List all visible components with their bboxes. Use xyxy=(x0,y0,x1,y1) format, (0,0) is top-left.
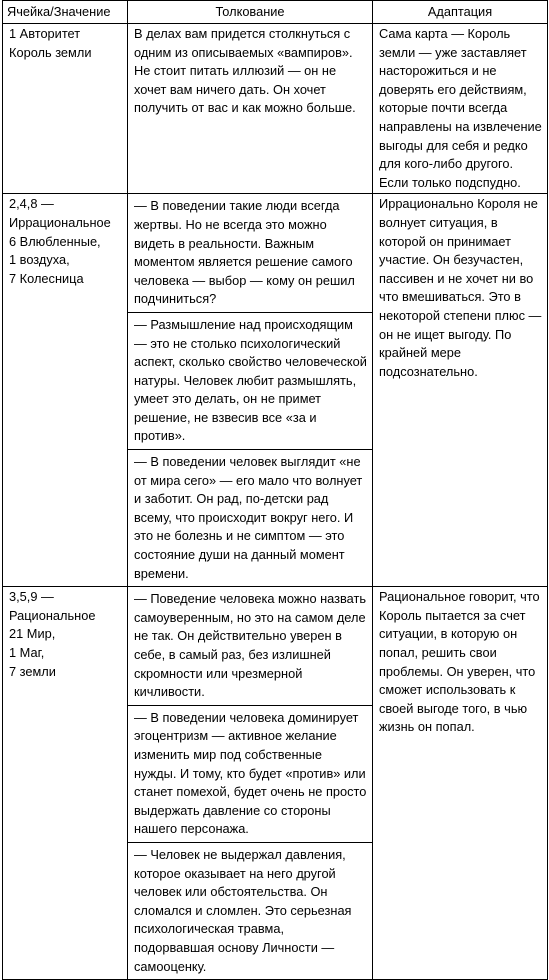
cell-line: 1 Маг, xyxy=(9,645,45,660)
cell-line: 6 Влюбленные, xyxy=(9,233,101,249)
cell-value xyxy=(3,587,128,980)
adaptation-cell xyxy=(373,24,548,194)
cell-line: 3,5,9 — Рациональное xyxy=(9,589,96,623)
header-cell: Ячейка/Значение xyxy=(3,1,128,24)
cell-line: 21 Мир, xyxy=(9,626,56,642)
cell-value xyxy=(3,24,128,194)
cell-line: 2,4,8 — Иррациональное xyxy=(9,196,111,230)
header-adaptation: Адаптация xyxy=(373,1,548,24)
interpretation-cell xyxy=(128,587,373,980)
header-interpretation: Толкование xyxy=(128,1,373,24)
adaptation-cell xyxy=(373,194,548,587)
interpretation-paragraph: — В поведении человека доминирует эгоцентризм — активное желание изменить мир под собственные нужды. И тому, кто будет «против» или станет помехой, будет очень не просто выдержать давление со стороны нашего персонажа. xyxy=(128,705,372,839)
interpretation-paragraph: — Размышление над происходящим — это не столько психологический аспект, сколько свойство человеческой натуры. Человек любит размышлять, умеет это делать, он не примет решение, не взвесив все «за и против». xyxy=(128,312,372,446)
table-row xyxy=(3,587,548,980)
table-row xyxy=(3,194,548,587)
interpretation-paragraph: В делах вам придется столкнуться с одним из описываемых «вампиров». Не стоит питать иллюзий — он не хочет вам ничего дать. Он хочет получить от вас и как можно больше. xyxy=(134,26,356,116)
table-header-row xyxy=(3,1,548,24)
cell-line: 7 земли xyxy=(9,663,56,679)
interpretation-paragraph: — В поведении человек выглядит «не от мира сего» — его мало что волнует и заботит. Он рад, по-детски рад всему, что происходит вокруг него. И это не болезнь и не симптом — это состояние души на данный момент времени. xyxy=(128,449,372,583)
adaptation-text: Рациональное говорит, что Король пытается за счет ситуации, в которую он попал, решить свои проблемы. Он уверен, что сможет использовать к своей выгоде того, в чью жизнь он попал. xyxy=(379,589,540,735)
interpretation-table xyxy=(2,0,548,980)
interpretation-cell xyxy=(128,24,373,194)
adaptation-cell xyxy=(373,587,548,980)
cell-line: 1 воздуха, xyxy=(9,252,70,268)
interpretation-cell xyxy=(128,194,373,587)
cell-line: Король земли xyxy=(9,44,92,60)
interpretation-paragraph: — В поведении такие люди всегда жертвы. Но не всегда это можно видеть в реальности. Важным моментом является решение самого человека — выбор — кому он решил подчиниться? xyxy=(134,198,355,307)
interpretation-paragraph: — Поведение человека можно назвать самоуверенным, но это на самом деле не так. Он действительно уверен в себе, в самый раз, без излишней скромности или чрезмерной кичливости. xyxy=(134,591,367,700)
adaptation-text: Сама карта — Король земли — уже заставляет насторожиться и не доверять его действиям, которые почти всегда направлены на извлечение выгоды для себя и редко для кого-либо другого. Если только подспудно. xyxy=(379,26,542,190)
cell-value xyxy=(3,194,128,587)
adaptation-text: Иррационально Короля не волнует ситуация, в которой он принимает участие. Он безучастен, пассивен и не хочет ни во что вмешиваться. Это в некоторой степени плюс — он не ищет выгоду. По крайней мере подсознательно. xyxy=(379,196,542,379)
table-row xyxy=(3,24,548,194)
cell-line: 1 Авторитет xyxy=(9,26,81,41)
cell-line: 7 Колесница xyxy=(9,270,84,286)
interpretation-paragraph: — Человек не выдержал давления, которое оказывает на него другой человек или обстоятельства. Он сломался и сломлен. Это серьезная психологическая травма, подорвавшая основу Личности — самооценку. xyxy=(128,842,372,976)
